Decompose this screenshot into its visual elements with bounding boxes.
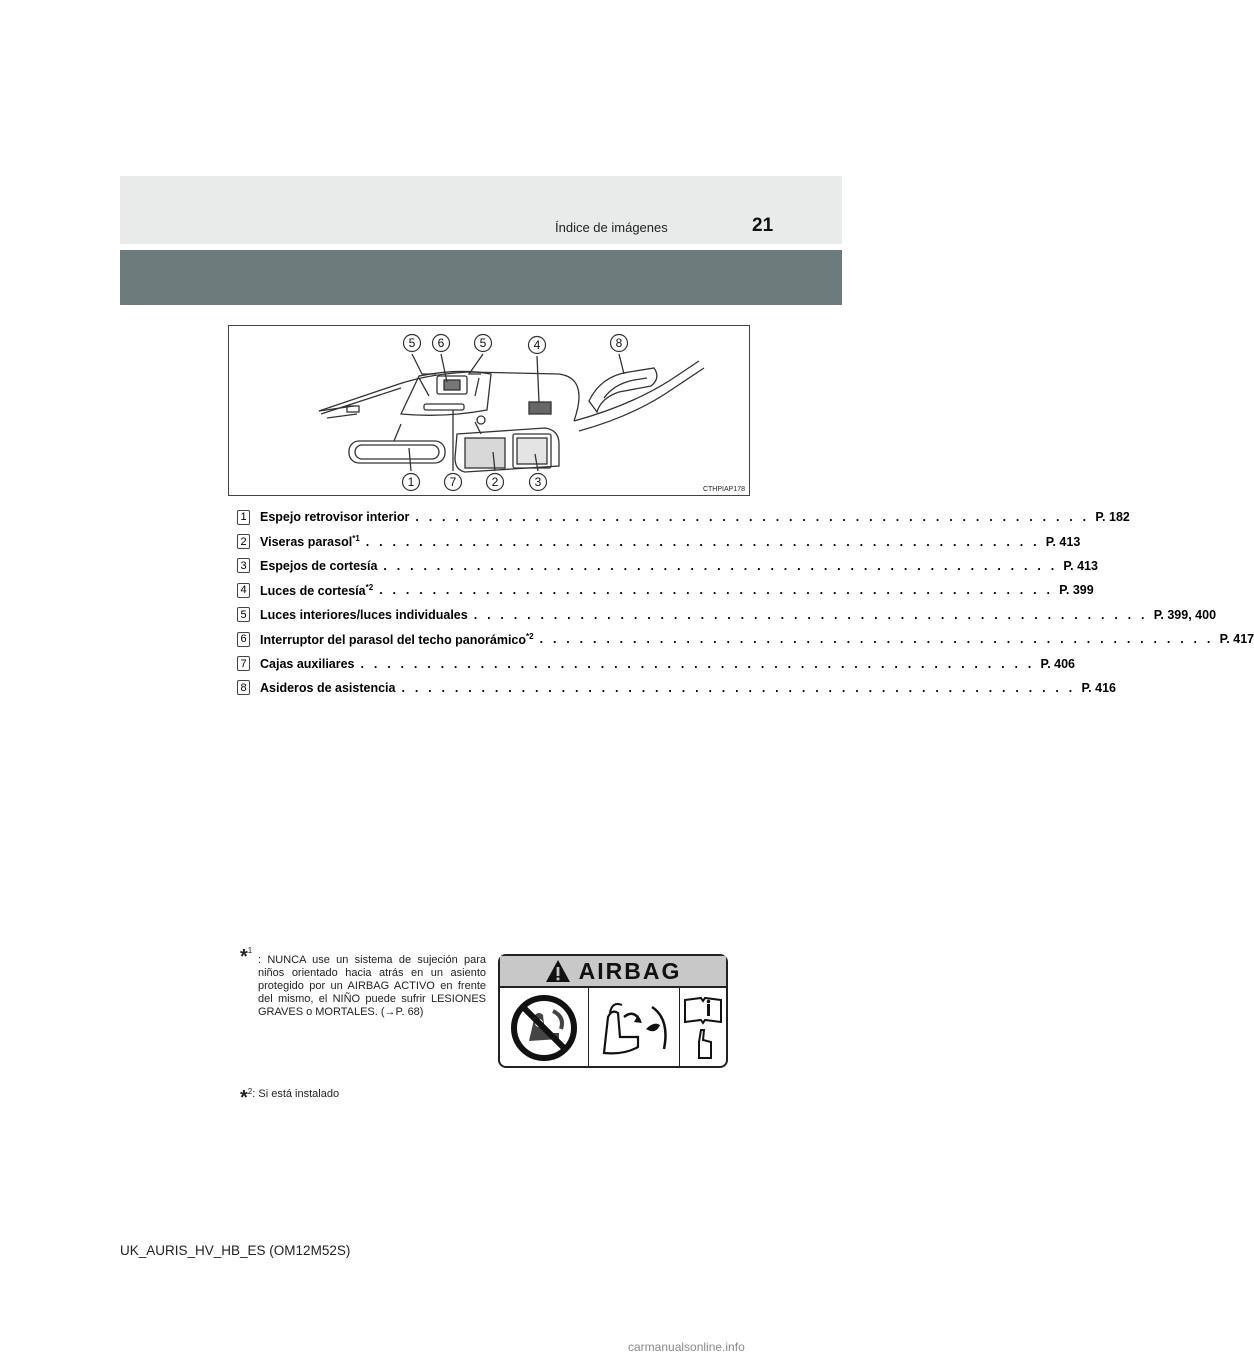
no-rear-facing-seat-icon bbox=[500, 988, 589, 1068]
callout-label-3: 3 bbox=[534, 475, 542, 489]
list-item bbox=[237, 505, 1130, 529]
dot-leader: . . . . . . . . . . . . . . . . . . . . . . . . . . . . . . . . . . . . . . . . . . . . . . . . . . . bbox=[415, 510, 1090, 525]
item-number: 1 bbox=[237, 510, 250, 525]
list-item bbox=[237, 603, 1217, 627]
airbag-warning-label bbox=[498, 954, 728, 1068]
callout-label-5a: 5 bbox=[408, 336, 416, 350]
list-item bbox=[237, 529, 1081, 553]
page-number: 21 bbox=[752, 215, 774, 236]
footnote-number: 1 bbox=[247, 946, 253, 955]
item-label: Cajas auxiliares bbox=[260, 656, 355, 671]
item-label: Espejo retrovisor interior bbox=[260, 510, 410, 525]
list-item bbox=[237, 627, 1254, 651]
interior-roof-illustration bbox=[228, 325, 750, 496]
callout-label-7: 7 bbox=[449, 475, 457, 489]
item-page-ref: P. 182 bbox=[1095, 510, 1130, 525]
item-page-ref: P. 417 bbox=[1219, 632, 1254, 647]
callout-label-5b: 5 bbox=[479, 336, 487, 350]
airbag-word: AIRBAG bbox=[578, 957, 682, 984]
header-band-light bbox=[120, 176, 842, 244]
item-number: 2 bbox=[237, 534, 250, 549]
item-number: 4 bbox=[237, 583, 250, 598]
item-number: 5 bbox=[237, 607, 250, 622]
footnote-text: : NUNCA use un sistema de sujeción para niños orientado hacia atrás en un asiento protegido por un AIRBAG ACTIVO en frente del mismo, el NIÑO puede sufrir LESIONES GRAVES o MORTALES. (→P. 68) bbox=[258, 954, 486, 1018]
list-item bbox=[237, 554, 1098, 578]
item-number: 7 bbox=[237, 656, 250, 671]
list-item bbox=[237, 651, 1076, 675]
item-page-ref: P. 399 bbox=[1059, 583, 1094, 598]
item-list bbox=[237, 505, 1254, 700]
list-item bbox=[237, 578, 1094, 602]
roof-line-drawing bbox=[229, 326, 751, 497]
footnote-2 bbox=[240, 1087, 339, 1110]
section-title: Índice de imágenes bbox=[555, 220, 668, 235]
item-number: 3 bbox=[237, 558, 250, 573]
item-number: 8 bbox=[237, 680, 250, 695]
figure-code: CTHPIAP178 bbox=[702, 486, 745, 493]
document-code: UK_AURIS_HV_HB_ES (OM12M52S) bbox=[120, 1243, 351, 1258]
callout-label-4: 4 bbox=[533, 338, 541, 352]
callout-label-6: 6 bbox=[437, 336, 445, 350]
warning-triangle-icon bbox=[545, 959, 571, 983]
item-number: 6 bbox=[237, 632, 250, 647]
footnote-text: : Si está instalado bbox=[252, 1088, 340, 1100]
dot-leader: . . . . . . . . . . . . . . . . . . . . . . . . . . . . . . . . . . . . . . . . . . . . . . . . . . . bbox=[383, 558, 1058, 573]
dot-leader: . . . . . . . . . . . . . . . . . . . . . . . . . . . . . . . . . . . . . . . . . . . . . . . . . . . bbox=[401, 680, 1076, 695]
airbag-pictograms bbox=[500, 988, 726, 1068]
item-label: Espejos de cortesía bbox=[260, 558, 378, 573]
header-band-dark bbox=[120, 250, 842, 305]
dot-leader: . . . . . . . . . . . . . . . . . . . . . . . . . . . . . . . . . . . . . . . . . . . . . . . . . . . bbox=[379, 583, 1054, 598]
airbag-deploy-icon bbox=[589, 988, 680, 1068]
item-page-ref: P. 399, 400 bbox=[1153, 607, 1217, 622]
item-label: Luces de cortesía$^{*2}$ bbox=[260, 582, 374, 598]
read-manual-icon bbox=[680, 988, 726, 1068]
footnote-marker: * bbox=[240, 946, 248, 968]
item-page-ref: P. 413 bbox=[1045, 534, 1081, 549]
dot-leader: . . . . . . . . . . . . . . . . . . . . . . . . . . . . . . . . . . . . . . . . . . . . . . . . . . . bbox=[473, 607, 1148, 622]
footnote-number: 2 bbox=[247, 1087, 253, 1096]
callout-label-8: 8 bbox=[615, 336, 623, 350]
dot-leader: . . . . . . . . . . . . . . . . . . . . . . . . . . . . . . . . . . . . . . . . . . . . . . . . . . . bbox=[360, 656, 1035, 671]
item-label: Interruptor del parasol del techo panorámico$^{*2}$ bbox=[260, 631, 534, 647]
item-label: Asideros de asistencia bbox=[260, 680, 396, 695]
item-label: Luces interiores/luces individuales bbox=[260, 607, 468, 622]
callout-label-1: 1 bbox=[407, 475, 415, 489]
dot-leader: . . . . . . . . . . . . . . . . . . . . . . . . . . . . . . . . . . . . . . . . . . . . . . . . . . . bbox=[365, 534, 1040, 549]
airbag-header bbox=[500, 956, 726, 988]
item-page-ref: P. 406 bbox=[1040, 656, 1076, 671]
watermark: carmanualsonline.info bbox=[628, 1340, 745, 1354]
footnote-1 bbox=[240, 944, 486, 1019]
list-item bbox=[237, 676, 1116, 700]
item-page-ref: P. 413 bbox=[1063, 558, 1098, 573]
callout-label-2: 2 bbox=[491, 475, 499, 489]
item-page-ref: P. 416 bbox=[1081, 680, 1116, 695]
footnote-marker: * bbox=[240, 1087, 248, 1109]
item-label: Viseras parasol$^{*1}$ bbox=[260, 534, 360, 550]
dot-leader: . . . . . . . . . . . . . . . . . . . . . . . . . . . . . . . . . . . . . . . . . . . . . . . . . . . bbox=[539, 632, 1214, 647]
